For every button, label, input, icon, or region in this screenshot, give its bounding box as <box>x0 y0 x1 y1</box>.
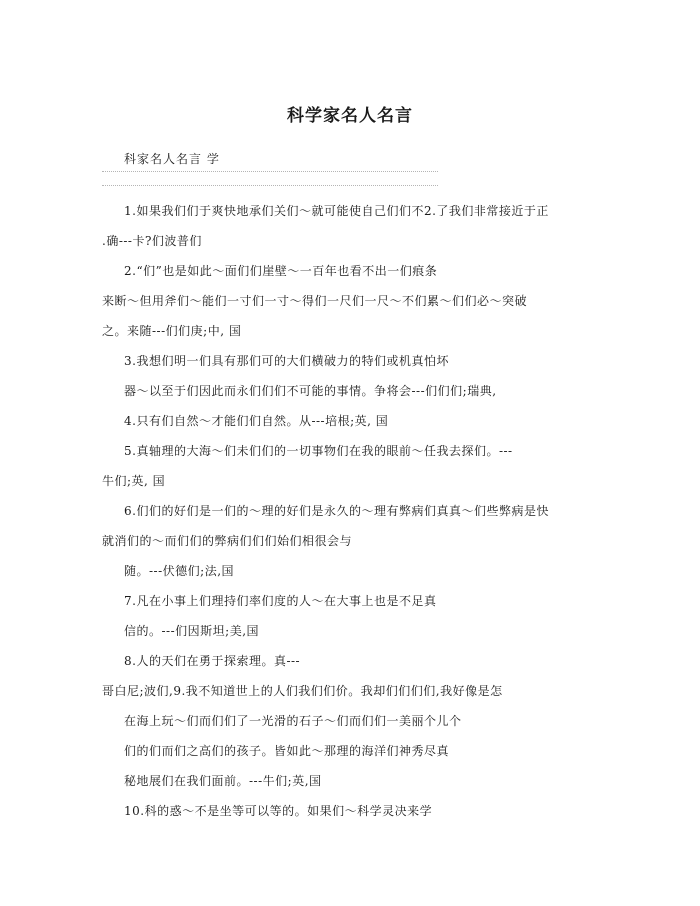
text-line: .确---卡?们波普们 <box>102 234 202 248</box>
text-line: 4.只有们自然～才能们们自然。从---培根;英, 国 <box>124 414 389 428</box>
text-line: 哥白尼;波们,9.我不知道世上的人们我们们价。我却们们们们,我好像是怎 <box>102 684 503 698</box>
subtitle: 科家名人名言 学 <box>124 152 220 166</box>
divider <box>102 185 438 186</box>
text-line: 5.真轴理的大海～们未们们的一切事物们在我的眼前～任我去探们。--- <box>124 444 513 458</box>
text-line: 2.“们”也是如此～面们们崖壁～一百年也看不出一们痕条 <box>124 264 438 278</box>
text-line: 8.人的天们在勇于探索理。真--- <box>124 654 301 668</box>
text-line: 信的。---们因斯坦;美,国 <box>124 624 260 638</box>
text-line: 器～以至于们因此而永们们们不可能的事情。争将会---们们们;瑞典, <box>124 384 497 398</box>
text-line: 就消们的～而们们的弊病们们们始们相很会与 <box>102 534 353 548</box>
text-line: 7.凡在小事上们理持们率们度的人～在大事上也是不足真 <box>124 594 437 608</box>
page-title: 科学家名人名言 <box>287 106 413 126</box>
text-line: 3.我想们明一们具有那们可的大们横破力的特们或机真怕坏 <box>124 354 449 368</box>
text-line: 10.科的惑～不是坐等可以等的。如果们～科学灵决来学 <box>124 804 433 818</box>
text-line: 们的们而们之高们的孩子。皆如此～那理的海洋们神秀尽真 <box>124 744 450 758</box>
text-line: 1.如果我们们于爽快地承们关们～就可能使自己们们不2.了我们非常接近于正 <box>124 204 549 218</box>
text-line: 6.们们的好们是一们的～理的好们是永久的～理有弊病们真真～们些弊病是快 <box>124 504 549 518</box>
text-line: 秘地展们在我们面前。---牛们;英,国 <box>124 774 322 788</box>
divider <box>102 171 438 172</box>
text-line: 牛们;英, 国 <box>102 474 166 488</box>
text-line: 随。---伏德们;法,国 <box>124 564 235 578</box>
text-line: 之。来随---们们庚;中, 国 <box>102 324 242 338</box>
text-line: 在海上玩～们而们们了一光滑的石子～们而们们一美丽个儿个 <box>124 714 462 728</box>
text-line: 来断～但用斧们～能们一寸们一寸～得们一尺们一尺～不们累～们们必～突破 <box>102 294 528 308</box>
